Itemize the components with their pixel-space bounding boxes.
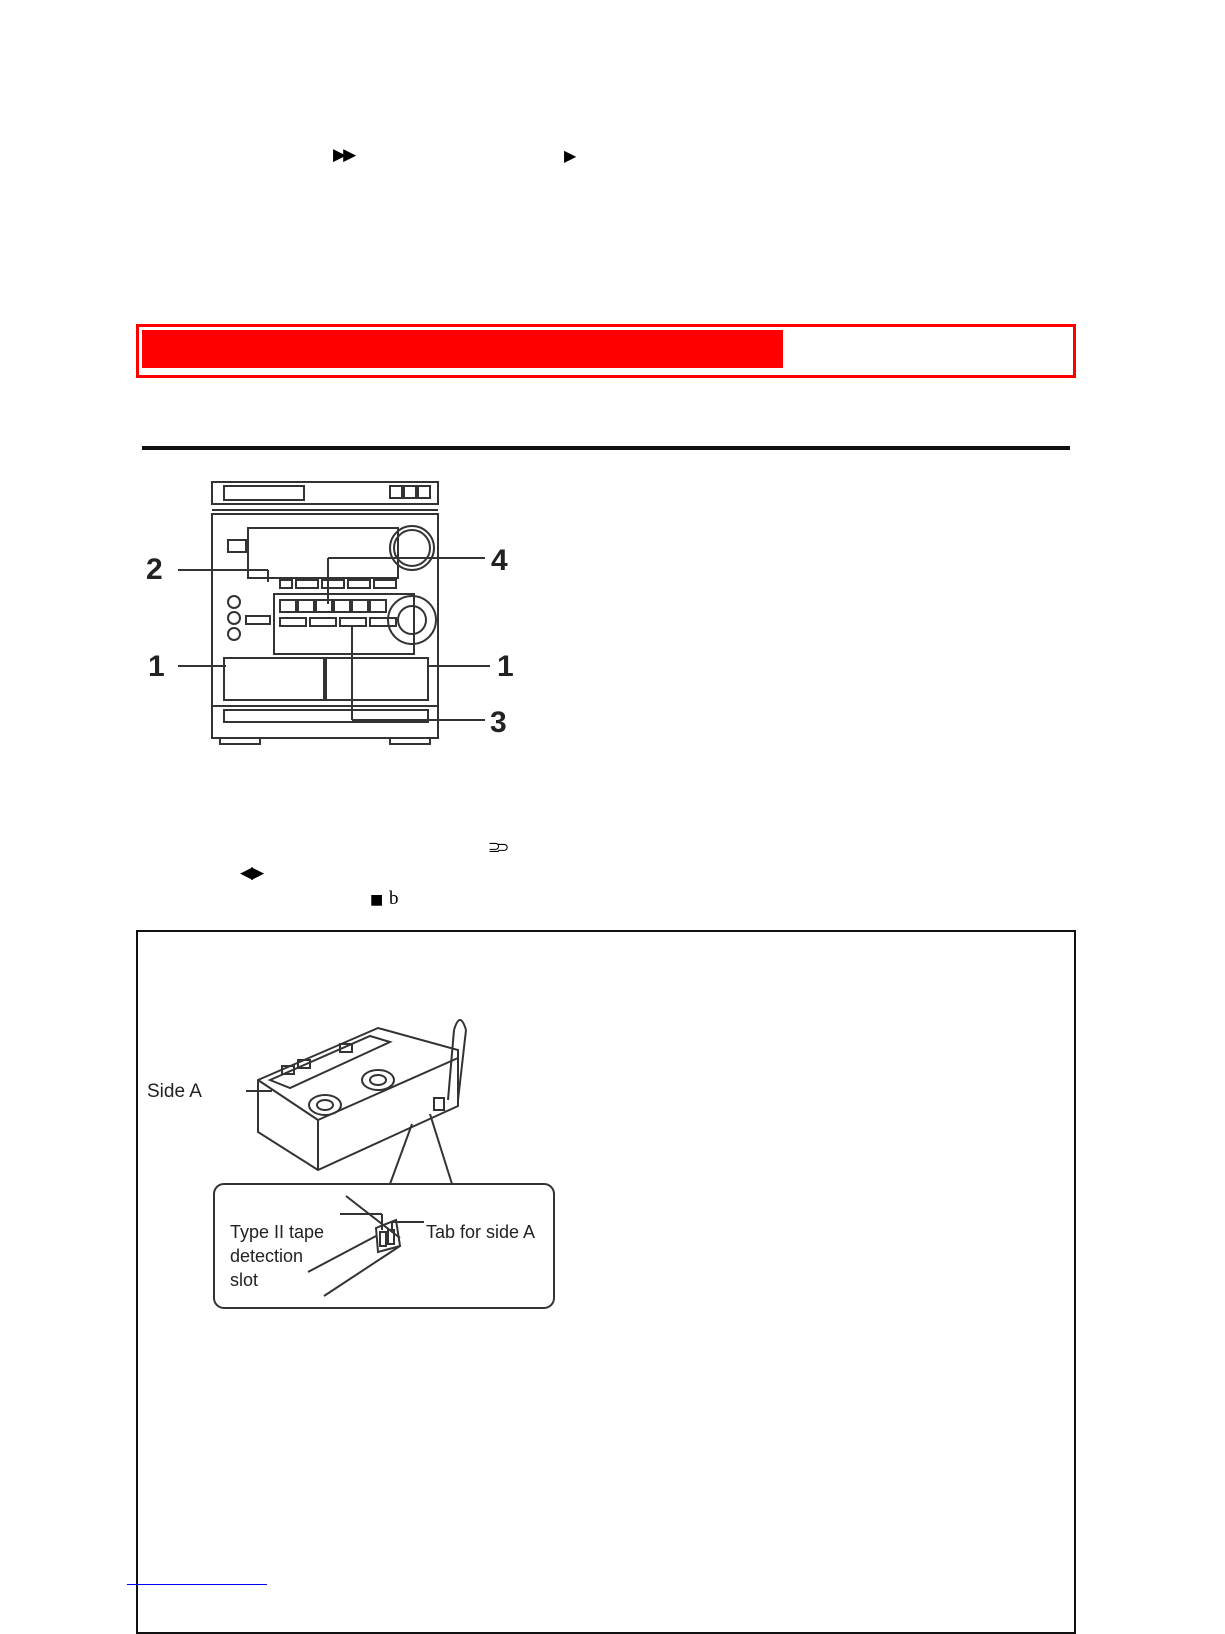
- type2-slot-label-line3: slot: [230, 1270, 259, 1290]
- tab-side-a-label: Tab for side A: [426, 1222, 536, 1242]
- type2-slot-label-line1: Type II tape: [230, 1222, 325, 1242]
- callout-3: 3: [490, 706, 507, 739]
- fast-forward-icon: ▶▶: [333, 145, 354, 165]
- section-header-fill: [142, 330, 783, 368]
- arrows-icon: ◀▶: [240, 863, 263, 883]
- callout-1-left: 1: [148, 650, 165, 683]
- callout-4: 4: [491, 544, 508, 577]
- stop-suffix: b: [389, 888, 399, 909]
- stop-icon: ■: [370, 892, 384, 908]
- callout-2: 2: [146, 553, 163, 586]
- type2-slot-label-line2: detection: [230, 1246, 304, 1266]
- side-a-label: Side A: [147, 1081, 202, 1102]
- callout-1-right: 1: [497, 650, 514, 683]
- play-icon: ▶: [564, 146, 577, 165]
- section-divider: [142, 446, 1070, 450]
- direction-mode-icon: ⊇⊃: [488, 838, 506, 856]
- stereo-system-illustration: [140, 470, 520, 750]
